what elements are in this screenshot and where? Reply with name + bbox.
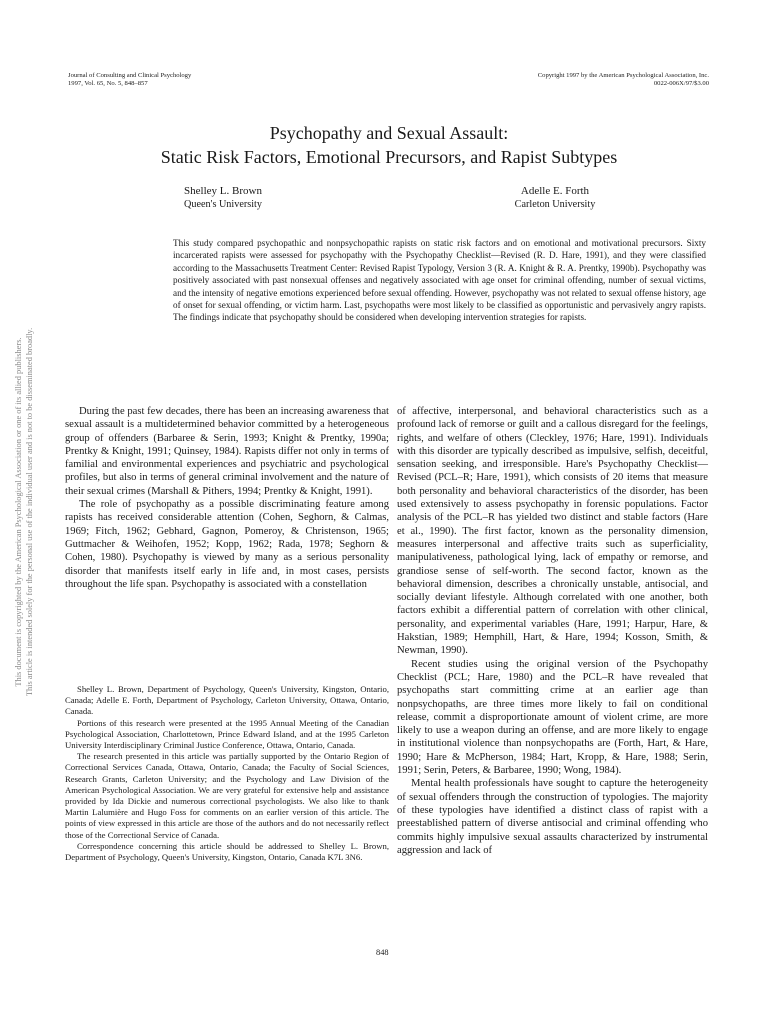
author-affiliation: Carleton University <box>514 199 596 210</box>
footnote: Correspondence concerning this article should be addressed to Shelley L. Brown, Department of Psychology, Queen's University, Kingston, Ontario, Canada K7L 3N6. <box>65 840 389 863</box>
article-title <box>0 121 768 169</box>
title-line-1: Psychopathy and Sexual Assault: <box>269 123 509 143</box>
journal-header <box>68 72 191 88</box>
body-paragraph: Recent studies using the original version of the Psychopathy Checklist (PCL; Hare, 1980) and the PCL–R have revealed that psychopaths start committing crime at an earlier age than nonpsychopaths, are three times more likely to fail on conditional release, commit a disproportionate amount of violent crime, are more likely to use a weapon during an offense, and are more likely to engage in institutional violence than nonpsychopaths are (Forth, Hart, & Hare, 1990; Hare & McPherson, 1984; Hart, Kropp, & Hare, 1988; Serin, 1991; Serin, Peters, & Barbaree, 1990; Wong, 1984). <box>397 658 708 777</box>
title-line-2: Static Risk Factors, Emotional Precursors, and Rapist Subtypes <box>160 147 618 167</box>
side-notice-line-1: This document is copyrighted by the American Psychological Association or one of its allied publishers. <box>14 337 23 687</box>
footnote: The research presented in this article was partially supported by the Ontario Region of Correctional Services Canada, Ottawa, Ontario, Canada; the Faculty of Social Sciences, Research Grants, Carleton University; and the Psychology and Law Division of the American Psychological Association. We are very grateful for extensive help and assistance provided by Ida Dickie and numerous correctional psychologists. We also like to thank Martin Lalumière and Hugo Foss for comments on an earlier version of this article. The points of view expressed in this article are those of the authors and do not necessarily reflect those of the Correctional Service of Canada. <box>65 751 389 840</box>
body-paragraph: Mental health professionals have sought to capture the heterogeneity of sexual offenders through the construction of typologies. The majority of these typologies have identified a distinct class of rapist with a preestablished pattern of diverse antisocial and criminal offending who commits highly impulsive sexual assaults characterized by instrumental aggression and lack of <box>397 778 708 856</box>
copyright-line: Copyright 1997 by the American Psychological Association, Inc. <box>537 72 709 79</box>
author-2 <box>480 185 630 211</box>
copyright-side-notice <box>13 152 47 872</box>
copyright-header <box>538 72 709 88</box>
body-paragraph: of affective, interpersonal, and behavioral characteristics such as a profound lack of remorse or guilt and a callous disregard for the feelings, rights, and welfare of others (Cleckley, 1976; Hare, 1991). Individuals with this disorder are typically described as impulsive, selfish, deceitful, sensation seeking, and irresponsible. Hare's Psychopathy Checklist—Revised (PCL–R; Hare, 1991), which consists of 20 items that measure both personality and behavioral characteristics of the disorder, has been used extensively to assess psychopathy in forensic populations. Factor analysis of the PCL–R has yielded two distinct and stable factors (Hare et al., 1990). The first factor, known as the personality dimension, measures interpersonal and affective traits such as superficiality, manipulativeness, pathological lying, lack of empathy or remorse, and grandiose sense of self-worth. The second factor, known as the behavioral dimension, describes a chronically unstable, antisocial, and socially deviant lifestyle. Although correlated with one another, both factors exhibit a differential pattern of correlation with other clinical, personality, and experimental variables (Hare, 1991; Harpur, Hare, & Hakstian, 1989; Hemphill, Hart, & Hare, 1994; Kosson, Smith, & Newman, 1990). <box>397 406 708 657</box>
left-column <box>65 405 389 591</box>
article-code: 0022-006X/97/$3.00 <box>653 80 709 87</box>
author-note <box>65 684 389 863</box>
journal-name: Journal of Consulting and Clinical Psychology <box>68 72 192 79</box>
author-1 <box>163 185 283 211</box>
body-paragraph: The role of psychopathy as a possible discriminating feature among rapists has received considerable attention (Cohen, Seghorn, & Calmas, 1969; Fitch, 1962; Gebhard, Gagnon, Pomeroy, & Christenson, 1965; Guttmacher & Weihofen, 1952; Kopp, 1962; Rada, 1978; Seghorn & Cohen, 1980). Psychopathy is viewed by many as a serious personality disorder that manifests itself early in life and, in most cases, persists throughout the life span. Psychopathy is associated with a constellation <box>65 499 389 590</box>
journal-volume: 1997, Vol. 65, No. 5, 848–857 <box>68 80 148 87</box>
author-name: Shelley L. Brown <box>184 185 262 197</box>
author-name: Adelle E. Forth <box>520 185 590 197</box>
author-affiliation: Queen's University <box>184 199 262 210</box>
abstract: This study compared psychopathic and nonpsychopathic rapists on static risk factors and on emotional and motivational precursors. Sixty incarcerated rapists were assessed for psychopathy with the Psychopathy Checklist—Revised (R. D. Hare, 1991), and they were classified according to the Massachusetts Treatment Center: Revised Rapist Typology, Version 3 (R. A. Knight & R. A. Prentky, 1990b). Psychopathy was positively associated with past nonsexual offenses and negatively associated with age onset for criminal offending, number of sexual victims, and the intensity of negative emotions experienced before sexual offending. However, psychopathy was not related to sexual offense history, age of onset for sexual offending, or victim harm. Last, psychopaths were most likely to be classified as opportunistic and pervasively angry rapists. The findings indicate that psychopathy should be considered when developing intervention strategies for rapists. <box>173 238 706 323</box>
right-column <box>397 405 708 857</box>
body-paragraph: During the past few decades, there has been an increasing awareness that sexual assault is a multidetermined behavior committed by a heterogeneous group of offenders (Barbaree & Serin, 1993; Knight & Prentky, 1990a; Prentky & Knight, 1991; Quinsey, 1984). Rapists differ not only in terms of familial and environmental experiences and psychiatric and psychological profiles, but also in terms of general criminal involvement and the nature of their sexual crimes (Marshall & Pithers, 1994; Prentky & Knight, 1991). <box>65 406 389 497</box>
page-number: 848 <box>376 948 389 957</box>
footnote: Shelley L. Brown, Department of Psychology, Queen's University, Kingston, Ontario, Canada; Adelle E. Forth, Department of Psychology, Carleton University, Ottawa, Ontario, Canada. <box>65 684 389 717</box>
side-notice-line-2: This article is intended solely for the personal use of the individual user and is not to be disseminated broadly. <box>25 327 34 697</box>
footnote: Portions of this research were presented at the 1995 Annual Meeting of the Canadian Psychological Association, Charlottetown, Prince Edward Island, and at the 1995 Carleton University Interdisciplinary Criminal Justice Conference, Ottawa, Ontario, Canada. <box>65 717 389 751</box>
